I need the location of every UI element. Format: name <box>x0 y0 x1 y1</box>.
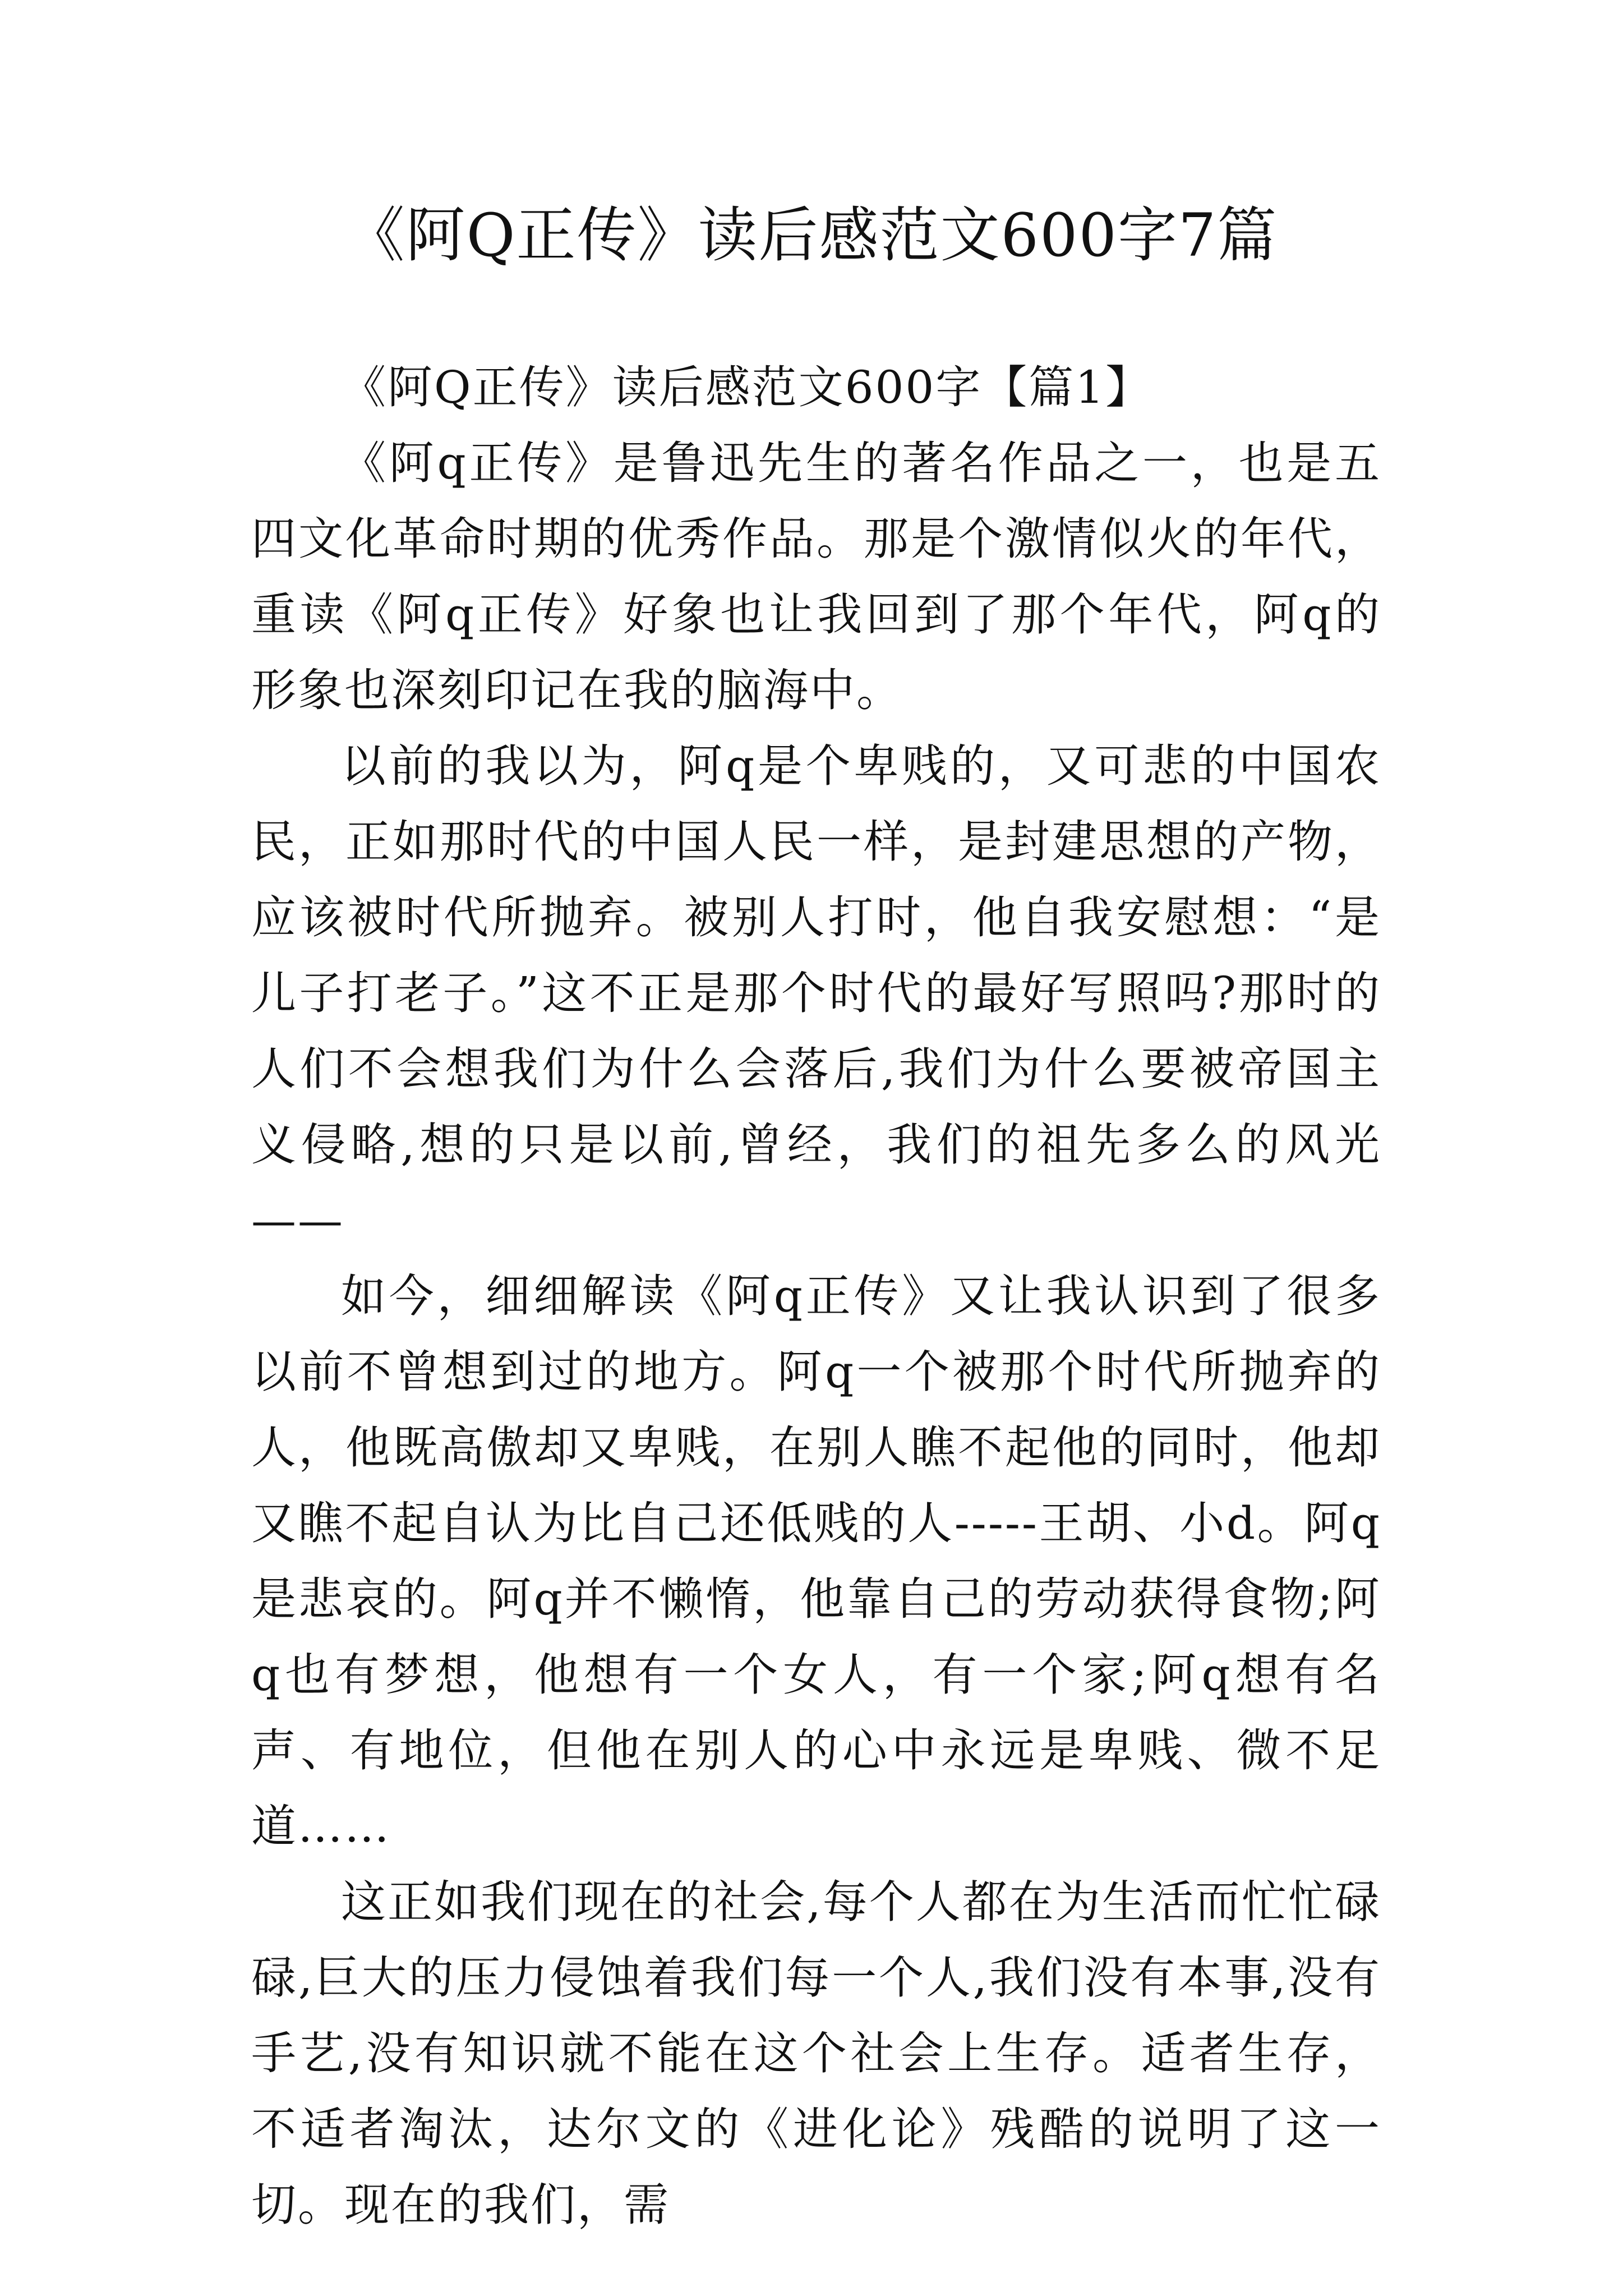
document-title: 《阿Q正传》读后感范文600字7篇 <box>345 201 1278 270</box>
paragraph: 《阿q正传》是鲁迅先生的著名作品之一，也是五四文化革命时期的优秀作品。那是个激情似火的年代，重读《阿q正传》好象也让我回到了那个年代，阿q的形象也深刻印记在我的脑海中。 <box>251 437 1381 716</box>
section-heading: 《阿Q正传》读后感范文600字【篇1】 <box>341 361 1152 413</box>
paragraph: 如今，细细解读《阿q正传》又让我认识到了很多以前不曾想到过的地方。阿q一个被那个时代所抛弃的人，他既高傲却又卑贱，在别人瞧不起他的同时，他却又瞧不起自认为比自己还低贱的人-----王胡、小d。阿q是悲哀的。阿q并不懒惰，他靠自己的劳动获得食物;阿q也有梦想，他想有一个女人，有一个家;阿q想有名声、有地位，但他在别人的心中永远是卑贱、微不足道…… <box>251 1270 1381 1852</box>
paragraph: 以前的我以为，阿q是个卑贱的，又可悲的中国农民，正如那时代的中国人民一样，是封建思想的产物，应该被时代所抛弃。被别人打时，他自我安慰想：“是儿子打老子。”这不正是那个时代的最好写照吗?那时的人们不会想我们为什么会落后,我们为什么要被帝国主义侵略,想的只是以前,曾经，我们的祖先多么的风光—— <box>251 740 1381 1246</box>
document-body <box>251 349 1381 2243</box>
paragraph: 这正如我们现在的社会,每个人都在为生活而忙忙碌碌,巨大的压力侵蚀着我们每一个人,我们没有本事,没有手艺,没有知识就不能在这个社会上生存。适者生存，不适者淘汰，达尔文的《进化论》残酷的说明了这一切。现在的我们，需 <box>251 1876 1381 2231</box>
